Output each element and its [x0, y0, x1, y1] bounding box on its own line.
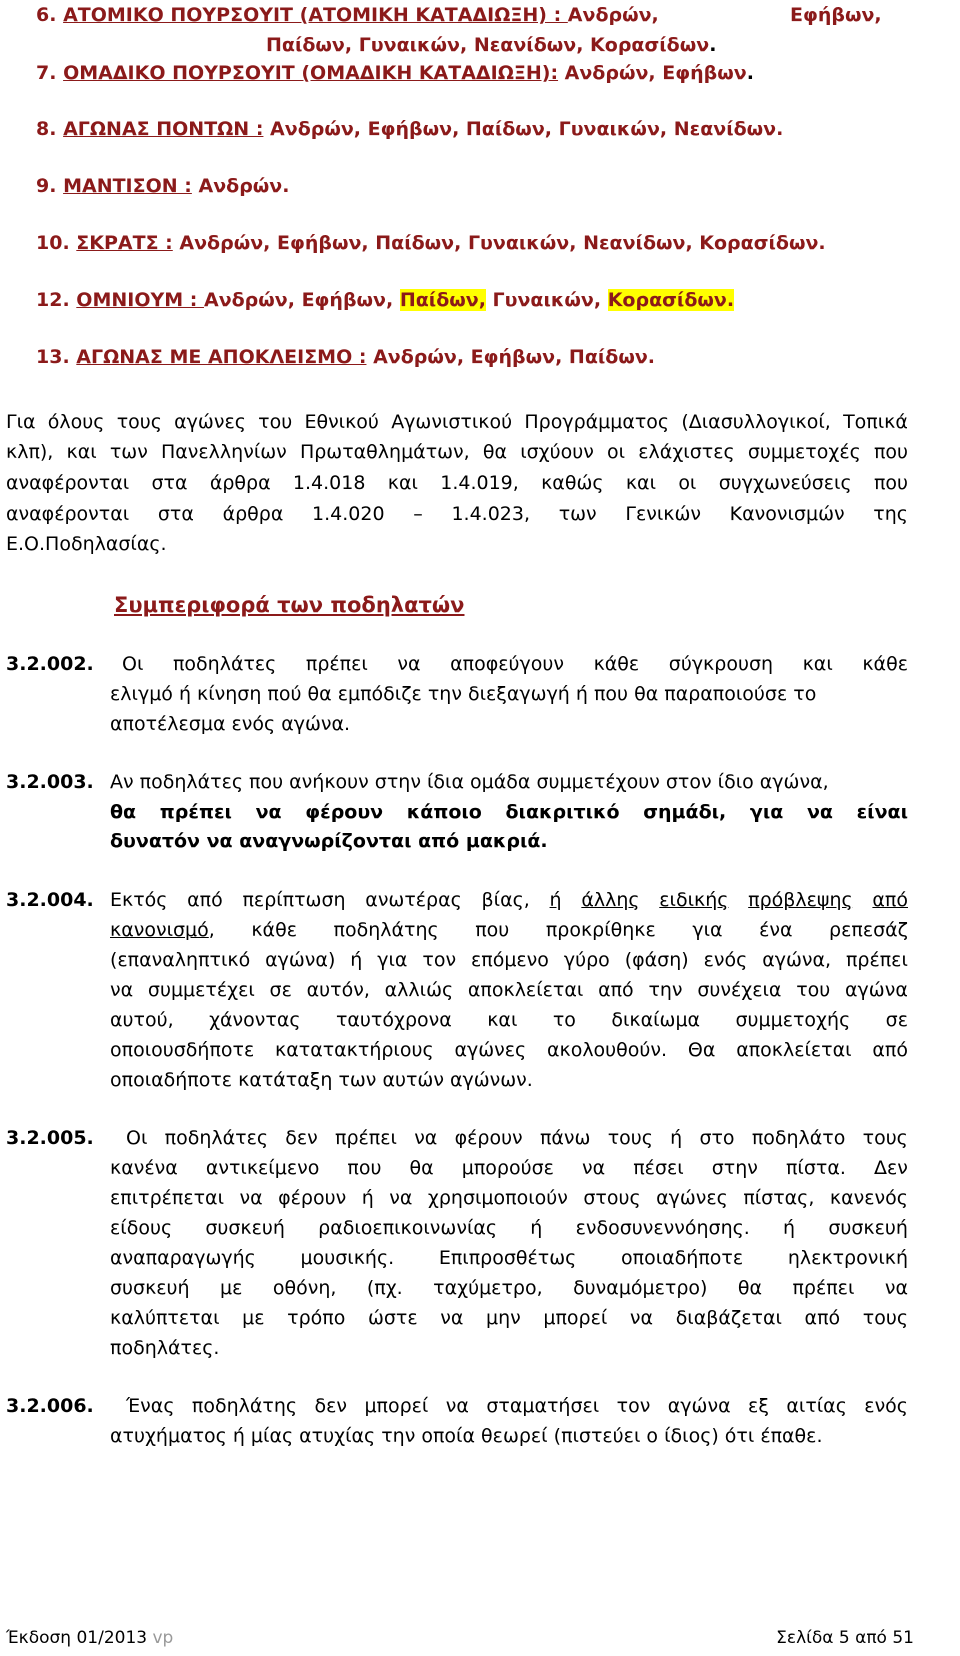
word: σταματήσει — [486, 1395, 600, 1417]
word: για — [749, 801, 784, 823]
word: σε — [269, 979, 292, 1001]
list-item-12: 12. ΟΜΝΙΟΥΜ : Ανδρών, Εφήβων, Παίδων, Γυναικών, Κορασίδων. — [36, 289, 735, 311]
word: είναι — [856, 801, 908, 823]
underlined-word: άλλης — [581, 889, 640, 911]
word: γύρο — [563, 949, 610, 971]
intro-line-2 — [6, 441, 908, 463]
article-005-line-8: ποδηλάτες. — [110, 1337, 220, 1359]
word: κατατακτήριους — [275, 1039, 434, 1061]
word: συμμετοχές — [747, 441, 861, 463]
word: του — [258, 411, 293, 433]
word: τους — [862, 1127, 908, 1149]
underlined-word: πρόβλεψης — [748, 889, 853, 911]
article-004-line-3 — [110, 949, 908, 971]
word: με — [242, 1307, 265, 1329]
intro-line-5: Ε.Ο.Ποδηλασίας. — [6, 533, 167, 555]
footer-page-number: Σελίδα 5 από 51 — [776, 1628, 914, 1648]
word: κλπ), — [6, 441, 54, 463]
word: σημάδι, — [643, 801, 727, 823]
word: ραδιοεπικοινωνίας — [318, 1217, 498, 1239]
word: τρόπο — [287, 1307, 346, 1329]
word: καθώς — [541, 472, 604, 494]
article-004-line-6 — [110, 1039, 908, 1061]
word: δεν — [314, 1395, 347, 1417]
article-002-line-2: ελιγμό ή κίνηση πού θα εμπόδιζε την διεξαγωγή ή που θα παραποιούσε το — [110, 683, 817, 705]
article-006-line-2: ατυχήματος ή μίας ατυχίας την οποία θεωρεί (πιστεύει ο ίδιος) ότι έπαθε. — [110, 1425, 823, 1447]
word: κάποιο — [406, 801, 482, 823]
word: και — [487, 1009, 518, 1031]
word: αποκλείεται — [467, 979, 584, 1001]
word: μουσικής. — [300, 1247, 395, 1269]
word: ενός — [864, 1395, 908, 1417]
word: ώστε — [367, 1307, 418, 1329]
word: άρθρα — [209, 472, 271, 494]
word: την — [648, 979, 683, 1001]
word: εξ — [748, 1395, 769, 1417]
word: διακριτικό — [505, 801, 620, 823]
word: οποιουσδήποτε — [110, 1039, 255, 1061]
word: ποδηλάτες — [164, 1127, 268, 1149]
list-item-9: 9. ΜΑΝΤΙΣΟΝ : Ανδρών. — [36, 175, 290, 197]
word: πρέπει — [845, 949, 908, 971]
word: στους — [583, 1187, 641, 1209]
article-003-line-3: δυνατόν να αναγνωρίζονται από μακριά. — [110, 830, 548, 852]
word: αυτού, — [110, 1009, 174, 1031]
word: αποκλείεται — [736, 1039, 852, 1061]
word: πρέπει — [305, 653, 368, 675]
word: αναφέρονται — [6, 472, 130, 494]
word: πέσει — [633, 1157, 684, 1179]
article-005-line-1 — [126, 1127, 908, 1149]
word: κανένα — [110, 1157, 178, 1179]
article-003-line-1: Αν ποδηλάτες που ανήκουν στην ίδια ομάδα συμμετέχουν στον ίδιο αγώνα, — [110, 771, 829, 793]
word: αιτίας — [786, 1395, 847, 1417]
word: ισχύουν — [520, 441, 594, 463]
word: Για — [6, 411, 36, 433]
word: της — [873, 503, 908, 525]
word: το — [552, 1009, 576, 1031]
word: Πρωταθλημάτων, — [299, 441, 470, 463]
word: σε — [885, 1009, 908, 1031]
word: και — [387, 472, 418, 494]
intro-line-1 — [6, 411, 908, 433]
underlined-word: ειδικής — [659, 889, 729, 911]
word: οθόνη, — [272, 1277, 337, 1299]
article-004-line-7: οποιαδήποτε κατάταξη των αυτών αγώνων. — [110, 1069, 533, 1091]
word: (επαναληπτικό — [110, 949, 251, 971]
word: ανωτέρας — [365, 889, 462, 911]
word: Αγωνιστικού — [391, 411, 513, 433]
word: να — [110, 979, 134, 1001]
word: καλύπτεται — [110, 1307, 220, 1329]
word: πίστας, — [743, 1187, 815, 1209]
word: αυτόν, — [306, 979, 370, 1001]
word: 1.4.019, — [440, 472, 519, 494]
word: να — [629, 1307, 654, 1329]
word: αναφέρονται — [6, 503, 130, 525]
word: δυναμόμετρο) — [573, 1277, 708, 1299]
word: ελάχιστες — [638, 441, 735, 463]
word: κανενός — [829, 1187, 908, 1209]
word: συνέχεια — [697, 979, 782, 1001]
word: να — [414, 1127, 438, 1149]
word: 1.4.023, — [451, 503, 531, 525]
word: ακολουθούν. — [546, 1039, 668, 1061]
word: σύγκρουση — [668, 653, 774, 675]
word: αγώνες — [454, 1039, 527, 1061]
word: ή — [361, 1187, 374, 1209]
word: μπορεί — [364, 1395, 429, 1417]
word: οι — [678, 472, 697, 494]
word: συσκευή — [110, 1277, 190, 1299]
word: που — [347, 1157, 382, 1179]
word: κάθε — [862, 653, 908, 675]
article-004-line-5 — [110, 1009, 908, 1031]
word: αγώνα, — [762, 949, 832, 971]
word: οποιαδήποτε — [621, 1247, 744, 1269]
word: (πχ. — [366, 1277, 403, 1299]
word: να — [389, 1187, 413, 1209]
word: συμμετοχής — [735, 1009, 851, 1031]
word: ποδηλάτο — [751, 1127, 846, 1149]
word: μην — [486, 1307, 521, 1329]
article-005-line-3 — [110, 1187, 908, 1209]
word: τους — [116, 411, 162, 433]
word: φέρουν — [278, 1187, 347, 1209]
footer-edition: Έκδοση 01/2013 vp — [6, 1628, 174, 1648]
word: ποδηλάτης — [191, 1395, 298, 1417]
word: από — [872, 1039, 908, 1061]
word: στο — [699, 1127, 735, 1149]
word: χάνοντας — [209, 1009, 301, 1031]
word: Γενικών — [625, 503, 701, 525]
word: Θα — [687, 1039, 716, 1061]
word: ταχύμετρο, — [433, 1277, 543, 1299]
word: τους — [607, 1127, 653, 1149]
word: φέρουν — [454, 1127, 523, 1149]
word: – — [413, 503, 423, 525]
article-004-line-1 — [110, 889, 908, 911]
word: συγχωνεύσεις — [718, 472, 852, 494]
word: ενδοσυνεννόησης. — [575, 1217, 750, 1239]
word: Κανονισμών — [729, 503, 845, 525]
article-number: 3.2.003. — [6, 771, 94, 793]
word: θα — [110, 801, 137, 823]
word: Οι — [126, 1127, 148, 1149]
word: συσκευή — [828, 1217, 908, 1239]
word: Τοπικά — [843, 411, 908, 433]
article-002-line-3: αποτέλεσμα ενός αγώνα. — [110, 713, 351, 735]
word: ποδηλάτες — [172, 653, 277, 675]
word: των — [109, 441, 148, 463]
word: ενός — [703, 949, 748, 971]
list-item-7: 7. ΟΜΑΔΙΚΟ ΠΟΥΡΣΟΥΙΤ (ΟΜΑΔΙΚΗ ΚΑΤΑΔΙΩΞΗ): Ανδρών, Εφήβων. — [36, 62, 754, 84]
word: χρησιμοποιούν — [427, 1187, 568, 1209]
word: να — [255, 801, 282, 823]
word: (φάση) — [624, 949, 689, 971]
word: πρέπει — [159, 801, 232, 823]
article-004-line-4 — [110, 979, 908, 1001]
section-heading: Συμπεριφορά των ποδηλατών — [114, 593, 465, 617]
word: βίας, — [481, 889, 530, 911]
word: Πανελληνίων — [160, 441, 287, 463]
word: που — [873, 441, 908, 463]
word: ηλεκτρονική — [787, 1247, 908, 1269]
word: Εκτός — [110, 889, 168, 911]
word: στην — [711, 1157, 758, 1179]
word: τον — [422, 949, 457, 971]
highlight-korasidon: Κορασίδων. — [607, 289, 735, 311]
word: και — [66, 441, 97, 463]
word: δικαίωμα — [611, 1009, 701, 1031]
word: μπορούσε — [461, 1157, 554, 1179]
word: αναπαραγωγής — [110, 1247, 256, 1269]
article-005-line-5 — [110, 1247, 908, 1269]
list-item-6-end: Εφήβων, — [790, 4, 882, 26]
word: 1.4.020 — [312, 503, 385, 525]
word: επιτρέπεται — [110, 1187, 225, 1209]
word: του — [796, 979, 831, 1001]
word: ή — [530, 1217, 543, 1239]
word: πίστα. — [785, 1157, 846, 1179]
word: από — [187, 889, 223, 911]
word: αλλιώς — [384, 979, 454, 1001]
word: Προγράμματος — [524, 411, 670, 433]
article-005-line-7 — [110, 1307, 908, 1329]
word: Επιπροσθέτως — [438, 1247, 577, 1269]
word: οι — [607, 441, 626, 463]
word: Εθνικού — [304, 411, 379, 433]
word: και — [802, 653, 833, 675]
list-item-6: 6. ΑΤΟΜΙΚΟ ΠΟΥΡΣΟΥΙΤ (ΑΤΟΜΙΚΗ ΚΑΤΑΔΙΩΞΗ) : Ανδρών, — [36, 4, 659, 26]
word: που — [873, 472, 908, 494]
word: κάθε — [593, 653, 640, 675]
word: συμμετέχει — [147, 979, 255, 1001]
word: θα — [737, 1277, 763, 1299]
article-005-line-2 — [110, 1157, 908, 1179]
list-item-10: 10. ΣΚΡΑΤΣ : Ανδρών, Εφήβων, Παίδων, Γυναικών, Νεανίδων, Κορασίδων. — [36, 232, 826, 254]
article-number: 3.2.004. — [6, 889, 94, 911]
article-006-line-1 — [126, 1395, 908, 1417]
underlined-text: κανονισμό — [110, 919, 209, 941]
word: αγώνα — [667, 1395, 731, 1417]
word: να — [397, 653, 421, 675]
word: μπορεί — [543, 1307, 608, 1329]
word: τον — [616, 1395, 651, 1417]
word: θα — [409, 1157, 434, 1179]
article-number: 3.2.006. — [6, 1395, 94, 1417]
word: συσκευή — [205, 1217, 285, 1239]
word: ταυτόχρονα — [335, 1009, 452, 1031]
word: είδους — [110, 1217, 173, 1239]
word: για — [377, 949, 408, 971]
word: να — [582, 1157, 606, 1179]
article-005-line-6 — [110, 1277, 908, 1299]
article-002-line-1 — [122, 653, 908, 675]
article-number: 3.2.005. — [6, 1127, 94, 1149]
word: αγώνες — [656, 1187, 728, 1209]
highlight-paidon: Παίδων, — [399, 289, 486, 311]
word: να — [239, 1187, 263, 1209]
word: πάνω — [539, 1127, 591, 1149]
word: όλους — [47, 411, 105, 433]
word: ή — [350, 949, 363, 971]
word: Ένας — [126, 1395, 175, 1417]
word: άρθρα — [222, 503, 284, 525]
list-item-title: ΑΤΟΜΙΚΟ ΠΟΥΡΣΟΥΙΤ (ΑΤΟΜΙΚΗ ΚΑΤΑΔΙΩΞΗ) — [63, 4, 547, 26]
list-item-13: 13. ΑΓΩΝΑΣ ΜΕ ΑΠΟΚΛΕΙΣΜΟ : Ανδρών, Εφήβων, Παίδων. — [36, 346, 655, 368]
word: από — [804, 1307, 841, 1329]
word: με — [220, 1277, 243, 1299]
word: θα — [482, 441, 508, 463]
article-003-line-2 — [110, 801, 908, 823]
word: αγώνες — [174, 411, 246, 433]
word: να — [440, 1307, 464, 1329]
word: διαβάζεται — [675, 1307, 782, 1329]
word: δεν — [285, 1127, 318, 1149]
word: αγώνα — [845, 979, 908, 1001]
word: Οι — [122, 653, 144, 675]
word: των — [558, 503, 597, 525]
word: πρέπει — [792, 1277, 855, 1299]
word: να — [884, 1277, 908, 1299]
word: τους — [862, 1307, 908, 1329]
word: να — [445, 1395, 469, 1417]
underlined-word: από — [872, 889, 908, 911]
word: φέρουν — [305, 801, 384, 823]
word: να — [806, 801, 833, 823]
word: Δεν — [873, 1157, 908, 1179]
word: στα — [151, 472, 188, 494]
word: πρέπει — [335, 1127, 397, 1149]
word: από — [598, 979, 634, 1001]
word: ή — [783, 1217, 796, 1239]
intro-line-4 — [6, 503, 908, 525]
underlined-word: ή — [549, 889, 562, 911]
word: ή — [670, 1127, 683, 1149]
word: αντικείμενο — [205, 1157, 320, 1179]
word: επόμενο — [470, 949, 549, 971]
word: αγώνα) — [265, 949, 336, 971]
article-number: 3.2.002. — [6, 653, 94, 675]
word: και — [625, 472, 656, 494]
list-item-8: 8. ΑΓΩΝΑΣ ΠΟΝΤΩΝ : Ανδρών, Εφήβων, Παίδων, Γυναικών, Νεανίδων. — [36, 118, 784, 140]
word: στα — [157, 503, 194, 525]
article-005-line-4 — [110, 1217, 908, 1239]
word: (Διασυλλογικοί, — [681, 411, 831, 433]
article-004-line-2: κανονισμό, κάθε ποδηλάτης που προκρίθηκε για ένα ρεπεσάζ — [110, 919, 908, 941]
word: 1.4.018 — [292, 472, 366, 494]
word: αποφεύγουν — [450, 653, 564, 675]
list-item-6-cont: Παίδων, Γυναικών, Νεανίδων, Κορασίδων. — [266, 34, 717, 56]
intro-line-3 — [6, 472, 908, 494]
word: περίπτωση — [242, 889, 346, 911]
